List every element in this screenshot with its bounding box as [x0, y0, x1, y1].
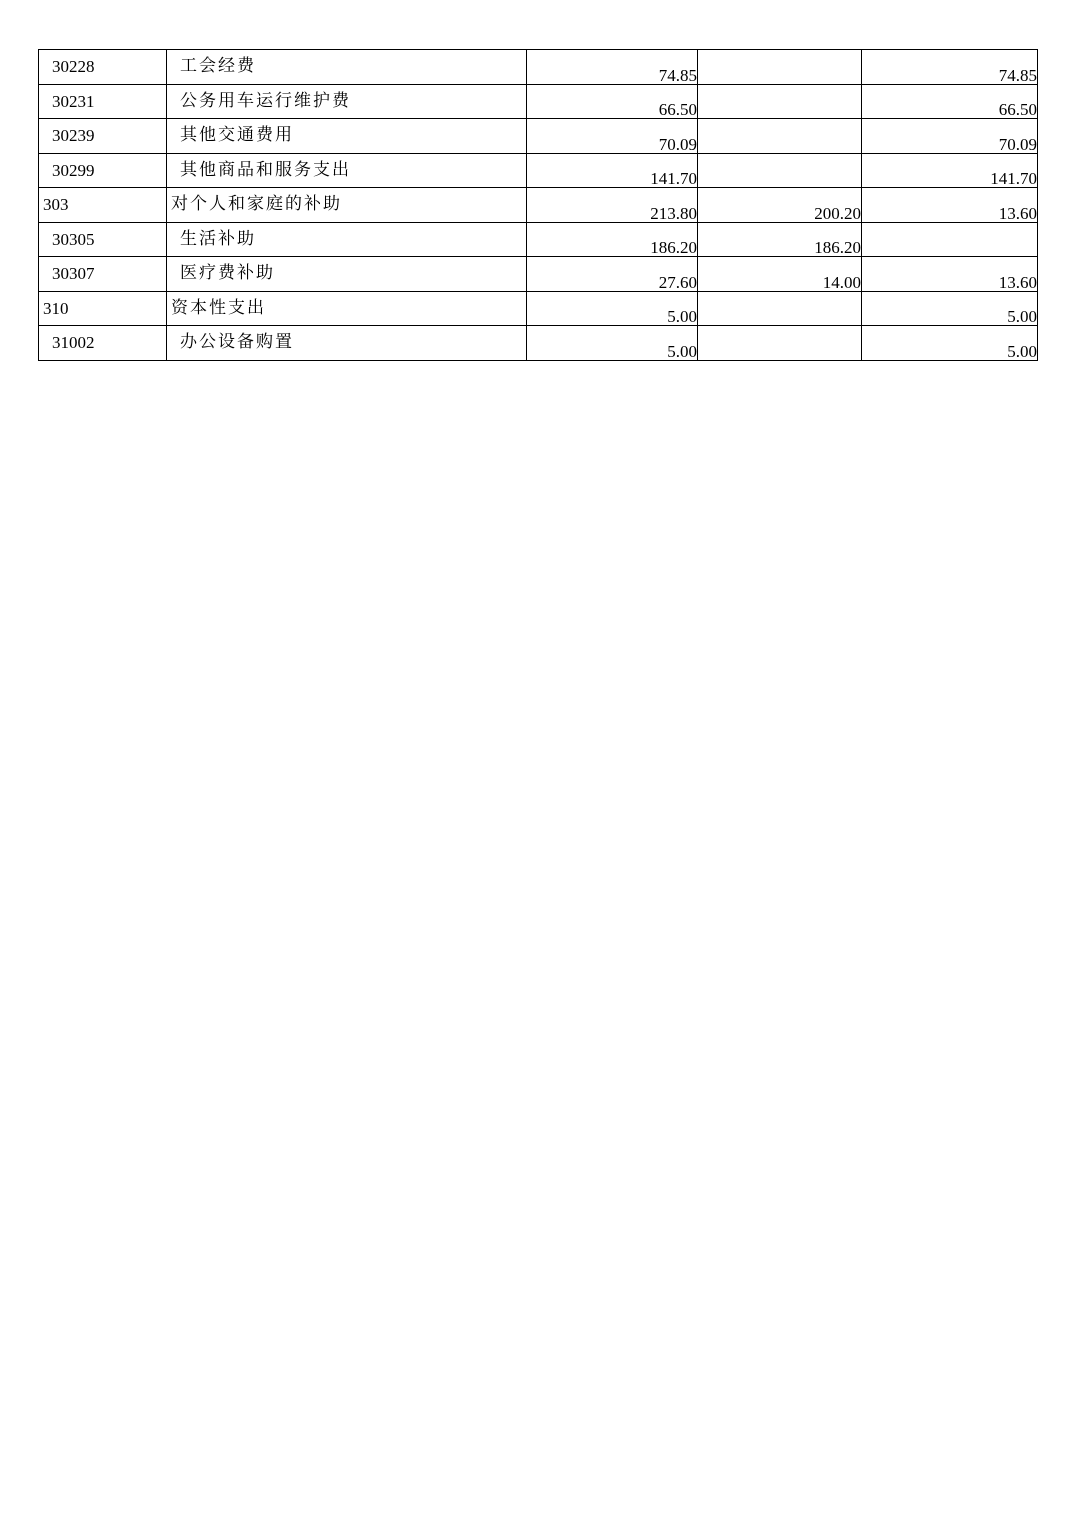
- table-row: [39, 257, 1038, 292]
- row-project: 74.85: [862, 50, 1038, 85]
- row-total: 141.70: [527, 153, 698, 188]
- row-basic: [698, 153, 862, 188]
- table-row: [39, 153, 1038, 188]
- row-project: 13.60: [862, 188, 1038, 223]
- table-row: [39, 50, 1038, 85]
- row-name: 对个人和家庭的补助: [167, 188, 527, 223]
- table-row: [39, 188, 1038, 223]
- expenditure-table: [38, 49, 1038, 361]
- row-name: 办公设备购置: [167, 326, 527, 361]
- row-code: 30299: [39, 153, 167, 188]
- row-total: 5.00: [527, 291, 698, 326]
- row-project: 70.09: [862, 119, 1038, 154]
- row-basic: [698, 326, 862, 361]
- table-row: [39, 222, 1038, 257]
- row-basic: [698, 50, 862, 85]
- row-total: 70.09: [527, 119, 698, 154]
- row-basic: 186.20: [698, 222, 862, 257]
- row-total: 74.85: [527, 50, 698, 85]
- table-row: [39, 119, 1038, 154]
- row-project: [862, 222, 1038, 257]
- row-code: 30228: [39, 50, 167, 85]
- row-total: 213.80: [527, 188, 698, 223]
- row-code: 30231: [39, 84, 167, 119]
- row-name: 其他商品和服务支出: [167, 153, 527, 188]
- row-project: 141.70: [862, 153, 1038, 188]
- row-basic: [698, 84, 862, 119]
- row-name: 生活补助: [167, 222, 527, 257]
- row-code: 30239: [39, 119, 167, 154]
- row-name: 公务用车运行维护费: [167, 84, 527, 119]
- row-project: 5.00: [862, 291, 1038, 326]
- row-name: 工会经费: [167, 50, 527, 85]
- table-row: [39, 291, 1038, 326]
- row-name: 其他交通费用: [167, 119, 527, 154]
- row-total: 186.20: [527, 222, 698, 257]
- row-total: 66.50: [527, 84, 698, 119]
- row-code: 30307: [39, 257, 167, 292]
- row-code: 310: [39, 291, 167, 326]
- row-project: 5.00: [862, 326, 1038, 361]
- row-name: 医疗费补助: [167, 257, 527, 292]
- row-project: 13.60: [862, 257, 1038, 292]
- table-row: [39, 84, 1038, 119]
- row-basic: 200.20: [698, 188, 862, 223]
- table-row: [39, 326, 1038, 361]
- row-total: 27.60: [527, 257, 698, 292]
- row-name: 资本性支出: [167, 291, 527, 326]
- row-total: 5.00: [527, 326, 698, 361]
- row-basic: [698, 119, 862, 154]
- row-code: 30305: [39, 222, 167, 257]
- row-code: 303: [39, 188, 167, 223]
- row-project: 66.50: [862, 84, 1038, 119]
- row-basic: 14.00: [698, 257, 862, 292]
- row-code: 31002: [39, 326, 167, 361]
- row-basic: [698, 291, 862, 326]
